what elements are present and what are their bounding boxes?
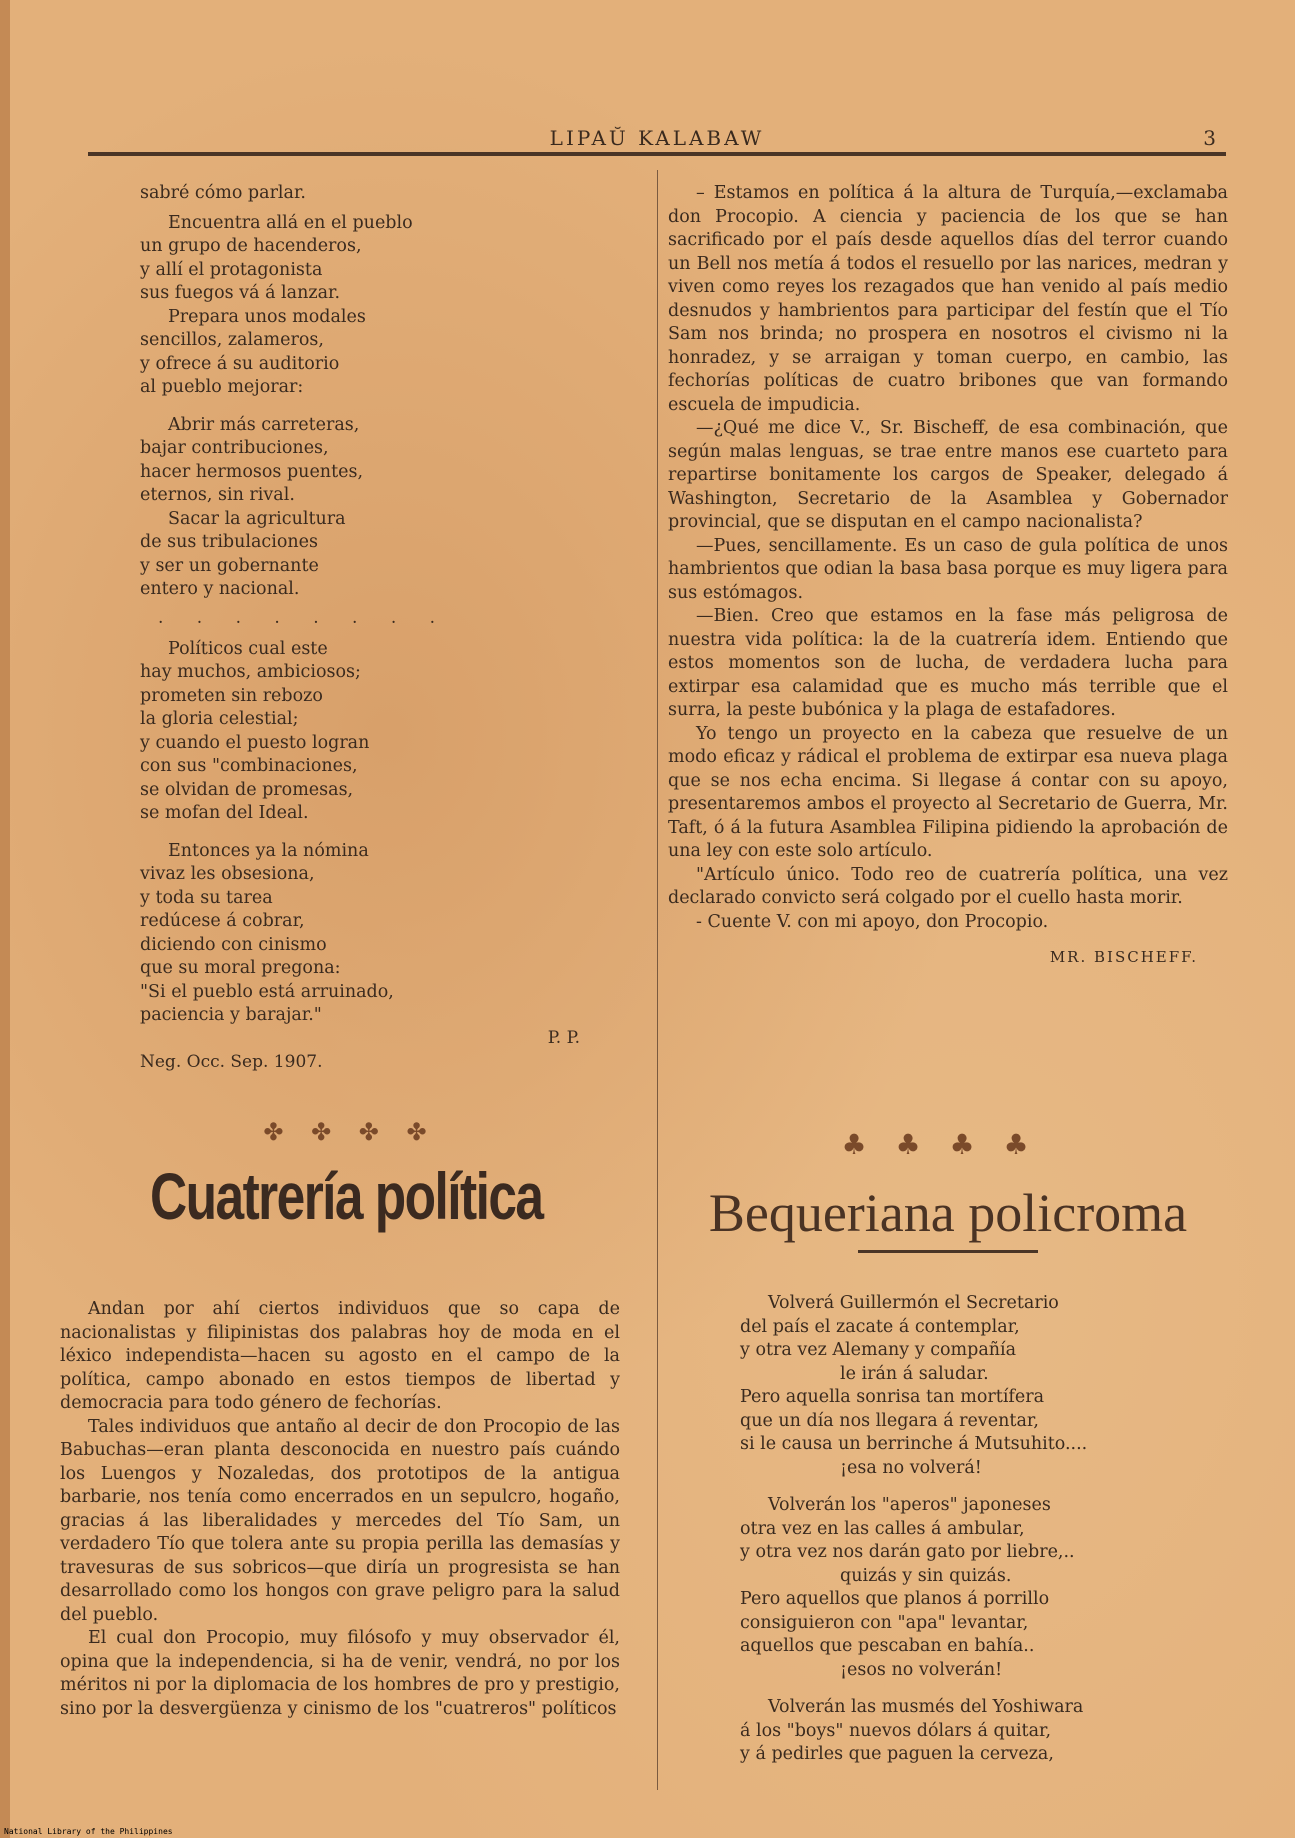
poem-line: del país el zacate á contemplar, bbox=[740, 1316, 1020, 1337]
poem-line: y cuando el puesto logran bbox=[140, 732, 370, 753]
poem-line: ¡esa no volverá! bbox=[840, 1457, 982, 1478]
poem-line: Políticos cual este bbox=[168, 638, 328, 659]
poem-line: un grupo de hacenderos, bbox=[140, 236, 362, 256]
masthead-title: LIPAŬ KALABAW bbox=[549, 126, 765, 150]
article-paragraph: Andan por ahí ciertos individuos que so capa de nacionalistas y filipinistas dos palabras hoy de moda en el léxico independista—hacen su agosto en el campo de la política, campo abonado en estos tiempos de libertad y democracia para todo género de fechorías. bbox=[60, 1299, 620, 1413]
ornament-divider: ✤ ✤ ✤ ✤ bbox=[263, 1118, 437, 1146]
poem-line: y otra vez nos darán gato por liebre,.. bbox=[740, 1542, 1075, 1562]
poem-line: si le causa un berrinche á Mutsuhito.... bbox=[740, 1434, 1088, 1454]
article-paragraph: El cual don Procopio, muy filósofo y muy observador él, opina que la independencia, si ha de venir, vendrá, no por los méritos ni por la diplomacia de los hombres de pro y prestigio, sino por la desvergüenza y cinismo de los "cuatreros" políticos bbox=[60, 1628, 620, 1719]
poem-line: con sus "combinaciones, bbox=[140, 756, 358, 776]
left-column bbox=[140, 182, 630, 1072]
dialogue-paragraph: —Pues, sencillamente. Es un caso de gula política de unos hambrientos que odian la basa basa porque es muy ligera para sus estómagos. bbox=[668, 535, 1228, 603]
poem-line: sencillos, zalameros, bbox=[140, 330, 324, 350]
poem-line: Volverán los "aperos" japoneses bbox=[768, 1495, 1051, 1515]
bequeriana-poem bbox=[740, 1292, 1180, 1767]
page-spine-edge bbox=[0, 0, 10, 1838]
page-header bbox=[88, 120, 1226, 154]
dialogue-paragraph: – Estamos en política á la altura de Turquía,—exclamaba don Procopio. A ciencia y paciencia de los que se han sacrificado por el país desde aquellos días del terror cuando un Bell nos metía á todos el resuello por las narices, medran y viven como reyes los rezagados que han venido al país medio desnudos y hambrientos para participar del festín que el Tío Sam nos brinda; no prospera en nosotros el civismo ni la honradez, y se arraigan y toman cuerpo, en cambio, las fechorías políticas de cuatro bribones que van formando escuela de impudicia. bbox=[668, 183, 1228, 415]
poem-line: "Si el pueblo está arruinado, bbox=[140, 981, 394, 1002]
ellipsis-separator: . . . . . . . . bbox=[158, 607, 450, 628]
header-rule bbox=[88, 152, 1226, 156]
article-paragraph: Tales individuos que antaño al decir de don Procopio de las Babuchas—eran planta desconocida en nuestro país cuándo los Luengos y Nozaledas, dos prototipos de la antigua barbarie, nos tenía como encerrados en un sepulcro, hogaño, gracias á las liberalidades y mercedes del Tío Sam, un verdadero Tío que tolera ante su propia perilla las demasías y travesuras de sus sobricos—que diría un progresista se han desarrollado como los hongos con grave peligro para la salud del pueblo. bbox=[60, 1416, 620, 1625]
poem-line: Pero aquellos que planos á porrillo bbox=[740, 1589, 1050, 1609]
poem-line: prometen sin rebozo bbox=[140, 685, 323, 706]
right-column-dialogue bbox=[668, 182, 1228, 966]
poem-line: entero y nacional. bbox=[140, 579, 300, 599]
poem-line: sus fuegos vá á lanzar. bbox=[140, 283, 341, 303]
poem-line: y á pedirles que paguen la cerveza, bbox=[740, 1744, 1054, 1764]
poem-line: la gloria celestial; bbox=[140, 709, 299, 729]
cuatreria-heading-box bbox=[150, 1158, 620, 1248]
poem-line: de sus tribulaciones bbox=[140, 532, 318, 552]
poem-line: le irán á saludar. bbox=[840, 1363, 989, 1384]
poem-stanza bbox=[140, 840, 630, 1028]
poem-stanza bbox=[140, 182, 630, 206]
poem-line: que su moral pregona: bbox=[140, 958, 341, 978]
poem-stanza bbox=[740, 1494, 1180, 1682]
poem-line: Prepara unos modales bbox=[168, 306, 366, 327]
poem-stanza bbox=[740, 1696, 1180, 1767]
poem-heading: Bequeriana policroma bbox=[708, 1183, 1188, 1243]
poem-line: consiguieron con "apa" levantar, bbox=[740, 1612, 1029, 1633]
poem-line: otra vez en las calles á ambular, bbox=[740, 1518, 1025, 1539]
poem-line: y otra vez Alemany y compañía bbox=[740, 1340, 1017, 1360]
poem-line: diciendo con cinismo bbox=[140, 934, 327, 955]
dialogue-paragraph: Yo tengo un proyecto en la cabeza que resuelve de un modo eficaz y rádical el problema de extirpar esa nueva plaga que se nos echa encima. Si llegase á contar con su apoyo, presentaremos ambos el proyecto al Secretario de Guerra, Mr. Taft, ó á la futura Asamblea Filipina pidiendo la aprobación de una ley con este solo artículo. bbox=[668, 723, 1228, 861]
poem-line: Encuentra allá en el pueblo bbox=[168, 212, 413, 233]
cuatreria-article bbox=[60, 1298, 620, 1721]
poem-line: se olvidan de promesas, bbox=[140, 779, 354, 800]
bequeriana-heading-box bbox=[668, 1182, 1228, 1253]
page-number: 3 bbox=[1203, 126, 1216, 150]
poem-stanza bbox=[140, 212, 630, 400]
left-poem bbox=[140, 182, 630, 1072]
poem-line: eternos, sin rival. bbox=[140, 485, 295, 505]
poem-line: aquellos que pescaban en bahía.. bbox=[740, 1636, 1035, 1656]
poem-stanza bbox=[740, 1292, 1180, 1480]
poem-line: Abrir más carreteras, bbox=[168, 414, 360, 435]
poem-line: bajar contribuciones, bbox=[140, 438, 329, 458]
poem-line: vivaz les obsesiona, bbox=[140, 864, 315, 884]
poem-line: Sacar la agricultura bbox=[168, 508, 346, 529]
poem-line: paciencia y barajar." bbox=[140, 1005, 322, 1025]
poem-dateline: Neg. Occ. Sep. 1907. bbox=[140, 1051, 323, 1072]
heading-rule bbox=[858, 1250, 1038, 1253]
dialogue-paragraph: —Bien. Creo que estamos en la fase más peligrosa de nuestra vida política: la de la cuatrería idem. Entiendo que estos momentos son de lucha, de verdadera lucha para extirpar esa calamidad que es mucho más terrible que el surra, la peste bubónica y la plaga de estafadores. bbox=[668, 606, 1228, 720]
poem-line: que un día nos llegara á reventar, bbox=[740, 1410, 1039, 1431]
dialogue-paragraph: - Cuente V. con mi apoyo, don Procopio. bbox=[696, 911, 1049, 932]
column-divider bbox=[657, 170, 658, 1790]
poem-line: quizás y sin quizás. bbox=[840, 1565, 1012, 1586]
poem-line: al pueblo mejorar: bbox=[140, 377, 304, 397]
poem-line: Volverán las musmés del Yoshiwara bbox=[768, 1697, 1084, 1717]
dialogue-signature: MR. BISCHEFF. bbox=[1049, 948, 1198, 966]
poem-line: á los "boys" nuevos dólars á quitar, bbox=[740, 1720, 1052, 1741]
poem-line: redúcese á cobrar, bbox=[140, 911, 305, 931]
dialogue-paragraph: "Artículo único. Todo reo de cuatrería política, una vez declarado convicto será colgado por el cuello hasta morir. bbox=[668, 864, 1228, 908]
dialogue-paragraph: —¿Qué me dice V., Sr. Bischeff, de esa combinación, que según malas lenguas, se trae entre manos ese cuarteto para repartirse bonitamente los cargos de Speaker, delegado á Washington, Secretario de la Asamblea y Gobernador provincial, que se disputan en el campo nacionalista? bbox=[668, 418, 1228, 532]
poem-line: se mofan del Ideal. bbox=[140, 803, 309, 823]
poem-line: y toda su tarea bbox=[140, 887, 273, 908]
poem-line: Pero aquella sonrisa tan mortífera bbox=[740, 1387, 1045, 1407]
poem-line: ¡esos no volverán! bbox=[840, 1659, 1003, 1680]
article-heading: Cuatrería política bbox=[150, 1159, 543, 1233]
poem-line: hacer hermosos puentes, bbox=[140, 461, 364, 482]
poem-stanza bbox=[140, 414, 630, 602]
poem-line: Volverá Guillermón el Secretario bbox=[768, 1293, 1059, 1313]
poem-stanza bbox=[140, 638, 630, 826]
poem-line: y ofrece á su auditorio bbox=[140, 353, 340, 374]
poem-signature: P. P. bbox=[547, 1027, 580, 1048]
poem-line: sabré cómo parlar. bbox=[140, 183, 306, 203]
poem-line: Entonces ya la nómina bbox=[168, 840, 369, 861]
poem-line: y allí el protagonista bbox=[140, 259, 323, 280]
archive-footer: National Library of the Philippines bbox=[4, 1827, 173, 1836]
poem-line: hay muchos, ambiciosos; bbox=[140, 662, 361, 682]
poem-line: y ser un gobernante bbox=[140, 555, 319, 576]
club-ornament-divider: ♣ ♣ ♣ ♣ bbox=[841, 1128, 1039, 1161]
